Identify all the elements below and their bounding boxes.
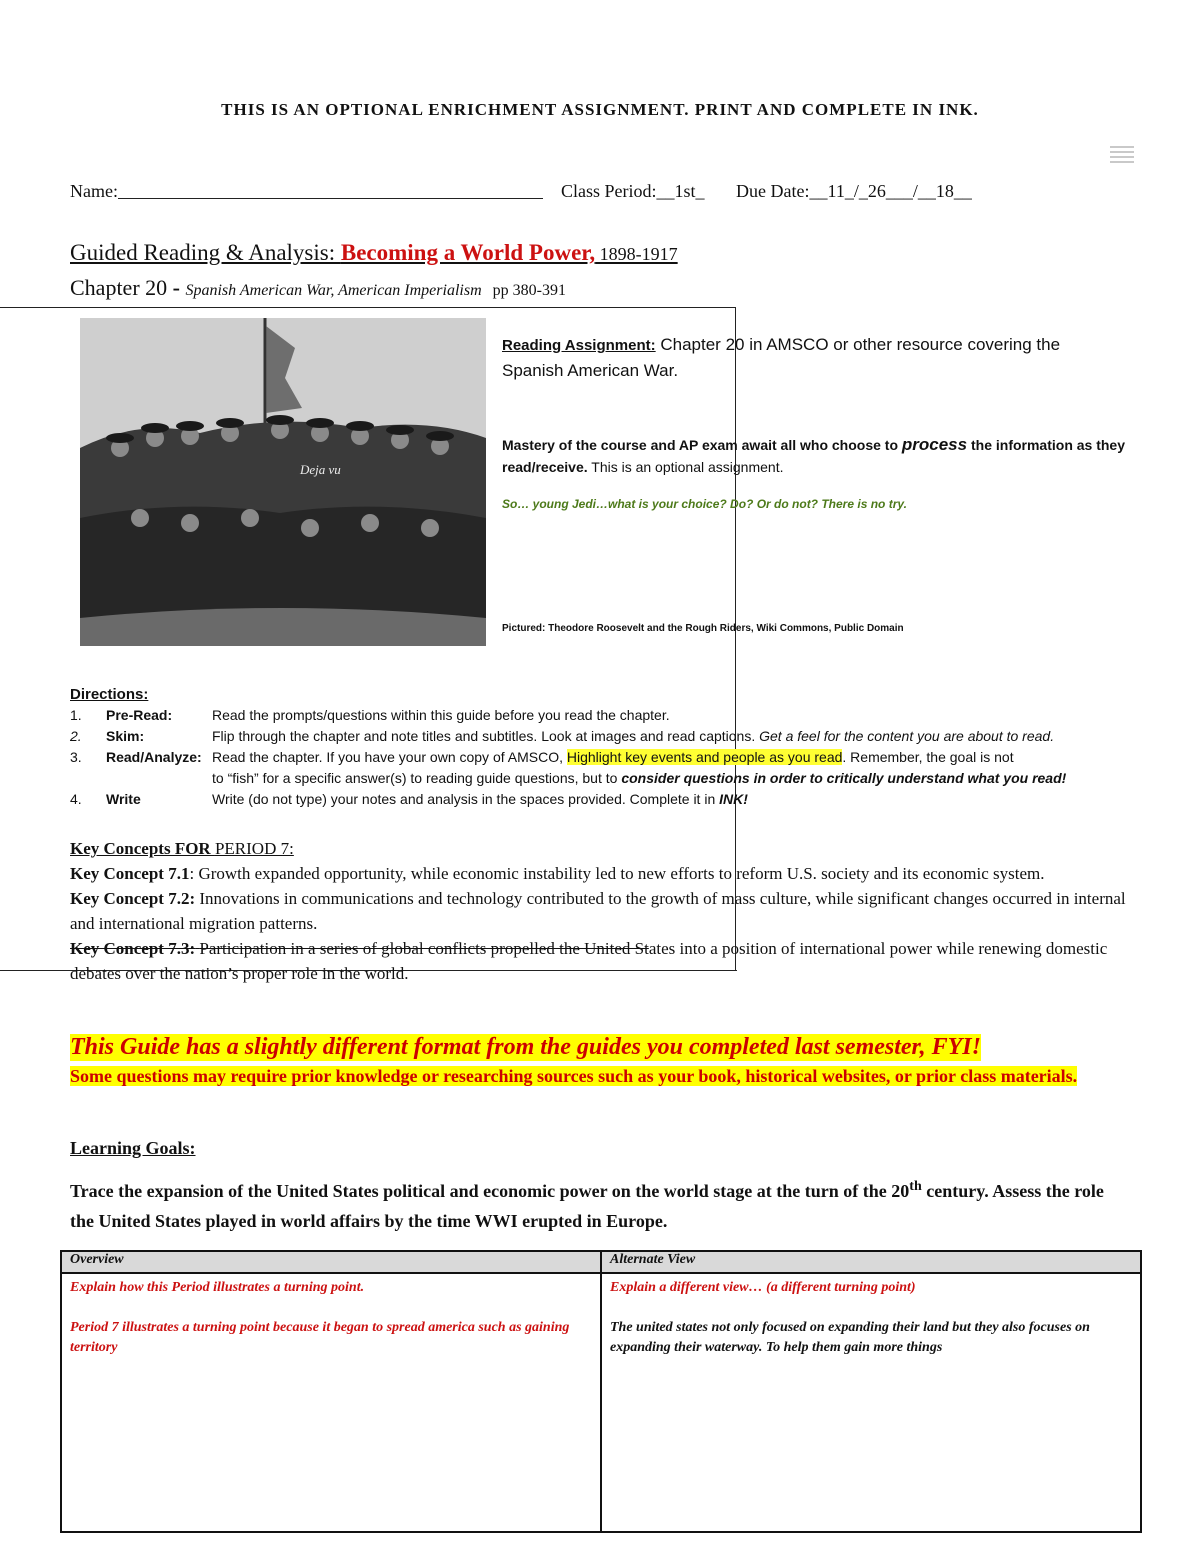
menu-lines-icon[interactable] (1110, 146, 1134, 168)
reading-assignment-label: Reading Assignment: (502, 337, 656, 354)
direction-text-after: . Remember, the goal is not (842, 749, 1014, 765)
direction-text (212, 747, 1014, 768)
key-concept-sep: : (189, 864, 199, 883)
learning-goals-text (70, 1172, 1130, 1236)
direction-highlight: Highlight key events and people as you read (566, 749, 843, 765)
title-prefix: Guided Reading & Analysis: (70, 240, 341, 265)
mastery-optional: This is an optional assignment. (587, 459, 784, 475)
direction-text-part: Write (do not type) your notes and analysis in the spaces provided. Complete it in (212, 791, 720, 807)
mastery-process: process (901, 435, 968, 454)
alternate-view-header: Alternate View (601, 1251, 1141, 1273)
direction-key: Write (106, 791, 141, 807)
chapter-dash: - (167, 275, 186, 300)
learning-goals-text-a: Trace the expansion of the United States political and economic power on the world stage at the turn of the 20 (70, 1181, 910, 1201)
direction-item (70, 705, 1130, 726)
student-info-line (70, 180, 972, 202)
key-concepts-section (70, 836, 1140, 986)
mastery-part1: Mastery of the course and AP exam await all who choose to (502, 437, 902, 453)
title-years: 1898-1917 (595, 244, 678, 264)
key-concepts-heading (70, 836, 1140, 861)
key-concept-item (70, 861, 1140, 886)
class-period-value[interactable]: __1st_ (656, 181, 705, 201)
learning-goals-text-b: century. Assess the role the United States played in world affairs by the time WWI erupted in Europe. (70, 1181, 1104, 1231)
key-concept-text-struck: Participation in a series of global conflicts propelled the United St (199, 939, 649, 958)
directions-title: Directions: (70, 686, 149, 703)
page-title (70, 240, 678, 266)
due-date-value[interactable]: __11_/_26___/__18__ (809, 181, 972, 201)
direction-key: Skim: (106, 728, 145, 744)
direction-item (70, 789, 1130, 810)
overview-header: Overview (61, 1251, 601, 1273)
key-concepts-heading-a: Key Concepts FOR (70, 839, 215, 858)
overview-prompt: Explain how this Period illustrates a turning point. (70, 1280, 365, 1295)
direction-text-part: Read the prompts/questions within this guide before you read the chapter. (212, 707, 670, 723)
key-concept-text: Growth expanded opportunity, while economic instability led to new efforts to reform U.S. society and its economic system. (198, 864, 1045, 883)
mastery-part2: the information as they read/receive. (502, 437, 1126, 475)
direction-text-bold: consider questions in order to critically understand what you read! (621, 770, 1067, 786)
direction-text-part: to “fish” for a specific answer(s) to reading guide questions, but to (212, 770, 622, 786)
chapter-pages: pp 380-391 (492, 282, 566, 299)
direction-text (212, 705, 670, 726)
photo-overlay-text: Deja vu (300, 462, 341, 477)
photo-credit: Pictured: Theodore Roosevelt and the Rough Riders, Wiki Commons, Public Domain (502, 623, 904, 634)
mastery-statement (502, 434, 1132, 478)
jedi-quote: So… young Jedi…what is your choice? Do? Or do not? There is no try. (502, 497, 907, 511)
reading-assignment-text: Chapter 20 in AMSCO or other resource covering the Spanish American War. (502, 335, 1061, 380)
alternate-view-answer[interactable]: The united states not only focused on expanding their land but they also focuses on expanding their waterway. To help them gain more things (610, 1320, 1090, 1355)
direction-text-italic: Get a feel for the content you are about to read. (759, 728, 1055, 744)
direction-text-bold: INK! (719, 791, 748, 807)
direction-number: 3. (70, 749, 82, 765)
chapter-number: Chapter 20 (70, 275, 168, 300)
overview-answer[interactable]: Period 7 illustrates a turning point because it began to spread america such as gaining territory (70, 1320, 570, 1355)
page-header: THIS IS AN OPTIONAL ENRICHMENT ASSIGNMENT. PRINT AND COMPLETE IN INK. (221, 100, 979, 119)
chapter-topic: Spanish American War, American Imperialism (185, 282, 482, 299)
key-concept-label: Key Concept 7.2: (70, 889, 196, 908)
direction-number: 2. (70, 728, 82, 744)
analysis-table (60, 1250, 1142, 1533)
key-concept-item (70, 936, 1140, 986)
direction-text-part: Flip through the chapter and note titles and subtitles. Look at images and read captions. (212, 728, 760, 744)
direction-item (70, 726, 1130, 747)
direction-item (70, 768, 1130, 789)
direction-key: Pre-Read: (106, 707, 173, 723)
key-concepts-heading-b: PERIOD 7: (214, 839, 294, 858)
format-notice: This Guide has a slightly different format from the guides you completed last semester, FYI! (70, 1034, 981, 1060)
direction-text (212, 768, 1066, 789)
overview-cell[interactable] (61, 1273, 601, 1532)
key-concept-label: Key Concept 7.3: (70, 939, 196, 958)
directions-section (70, 686, 1130, 810)
direction-number: 4. (70, 791, 82, 807)
key-concept-text: ates into a position of international power while renewing domestic debates over the nation’s proper role in the world. (70, 939, 1108, 983)
alternate-view-prompt: Explain a different view… (a different turning point) (610, 1280, 916, 1295)
reading-assignment (502, 332, 1122, 383)
direction-key: Read/Analyze: (106, 749, 202, 765)
direction-text-part: Read the chapter. If you have your own copy of AMSCO, (212, 749, 567, 765)
rough-riders-photo (80, 318, 486, 646)
key-concept-label: Key Concept 7.1 (70, 864, 190, 883)
alternate-view-cell[interactable] (601, 1273, 1141, 1532)
title-topic: Becoming a World Power, (340, 240, 596, 265)
learning-goals-sup: th (909, 1179, 922, 1194)
prior-knowledge-notice (70, 1064, 1090, 1089)
due-date-label: Due Date: (736, 181, 810, 201)
prior-knowledge-text: Some questions may require prior knowledge or researching sources such as your book, historical websites, or prior class materials. (70, 1066, 1078, 1086)
key-concept-text: Innovations in communications and technology contributed to the growth of mass culture, while significant changes occurred in internal and international migration patterns. (70, 889, 1126, 933)
class-period-label: Class Period: (560, 181, 657, 201)
key-concept-item (70, 886, 1140, 936)
learning-goals-title: Learning Goals: (70, 1138, 196, 1158)
direction-text (212, 726, 1054, 747)
direction-number: 1. (70, 707, 82, 723)
direction-item (70, 747, 1130, 768)
direction-text (212, 789, 748, 810)
photo-illustration (80, 318, 486, 646)
name-field[interactable] (118, 180, 543, 199)
chapter-title (70, 275, 566, 301)
name-label: Name: (70, 181, 118, 201)
